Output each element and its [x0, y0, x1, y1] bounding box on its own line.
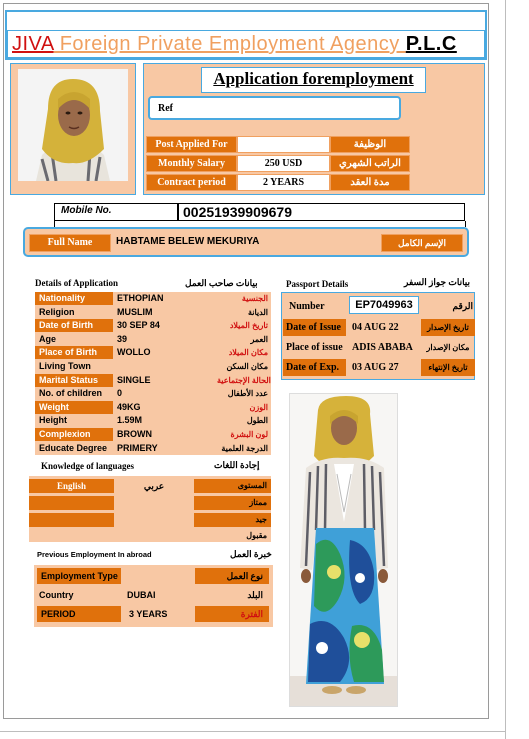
country-value: DUBAI	[127, 590, 156, 600]
detail-value: BROWN	[113, 428, 217, 441]
passport-heading: Passport Details	[286, 279, 349, 289]
detail-label: Date of Birth	[35, 319, 113, 332]
period-label: PERIOD	[37, 606, 121, 622]
post-applied-arabic: الوظيفة	[330, 136, 410, 153]
detail-label: No. of children	[39, 388, 102, 399]
passport-number-label: Number	[289, 301, 325, 312]
employment-type-value	[125, 568, 195, 584]
country-label: Country	[39, 590, 74, 600]
lang-level-label: المستوى	[194, 479, 271, 493]
detail-arabic: الجنسية	[241, 294, 268, 303]
full-body-image	[290, 394, 398, 707]
page-edge	[505, 0, 506, 739]
detail-value: PRIMERY	[117, 442, 158, 453]
details-heading-arabic: بيانات صاحب العمل	[185, 278, 258, 288]
languages-heading: Knowledge of languages	[41, 461, 135, 471]
detail-arabic: مكان السكن	[226, 362, 268, 371]
table-row	[35, 387, 271, 400]
employment-heading-arabic: خبرة العمل	[230, 549, 272, 559]
detail-label: Age	[39, 333, 57, 344]
detail-arabic: مكان الميلاد	[228, 348, 268, 358]
lang-level-acceptable: مقبول	[246, 531, 267, 540]
contract-period-value: 2 YEARS	[237, 174, 330, 191]
detail-arabic: الحالة الإجتماعية	[217, 375, 271, 385]
full-name-arabic: الإسم الكامل	[381, 234, 463, 252]
detail-label: Living Town	[39, 361, 91, 371]
details-heading: Details of Application	[35, 278, 119, 288]
place-of-issue-value: ADIS ABABA	[352, 342, 413, 353]
detail-label: Educate Degree	[39, 442, 108, 453]
agency-title	[7, 30, 485, 58]
detail-value: WOLLO	[113, 346, 217, 359]
place-of-issue-arabic: مكان الإصدار	[426, 343, 470, 352]
languages-heading-arabic: إجادة اللغات	[214, 460, 260, 470]
table-row	[35, 306, 271, 319]
table-row	[35, 428, 271, 441]
detail-label: Religion	[39, 306, 75, 317]
employment-type-label: Employment Type	[37, 568, 121, 584]
mobile-value: 00251939909679	[178, 203, 465, 221]
lang-level-good: جيد	[194, 513, 271, 527]
detail-arabic: عدد الأطفال	[227, 389, 268, 399]
date-of-issue-value: 04 AUG 22	[352, 322, 399, 333]
place-of-issue-label: Place of issue	[286, 342, 343, 353]
table-row	[35, 319, 271, 332]
agency-jiva: JIVA	[12, 33, 54, 55]
country-arabic: البلد	[247, 590, 263, 600]
page-edge	[0, 731, 505, 732]
lang-arabic-label: عربي	[114, 479, 194, 493]
detail-value: MUSLIM	[117, 306, 153, 317]
detail-value: SINGLE	[113, 374, 217, 387]
mobile-label: Mobile No.	[54, 203, 178, 221]
full-body-photo	[289, 393, 398, 707]
lang-good-cell	[29, 513, 114, 527]
monthly-salary-label: Monthly Salary	[146, 155, 237, 172]
detail-arabic: الديانة	[247, 307, 268, 317]
passport-heading-arabic: بيانات جواز السفر	[404, 277, 471, 287]
detail-value: 39	[117, 333, 128, 344]
contract-period-arabic: مدة العقد	[330, 174, 410, 191]
detail-arabic: الطول	[246, 416, 268, 426]
detail-value: 30 SEP 84	[113, 319, 217, 332]
table-row	[35, 442, 271, 455]
detail-value: 49KG	[113, 401, 217, 414]
agency-name: Foreign Private Employment Agency	[53, 33, 406, 55]
lang-excellent-cell	[29, 496, 114, 510]
detail-arabic: الوزن	[249, 402, 268, 412]
detail-label: Weight	[35, 401, 113, 414]
divider	[465, 221, 466, 227]
detail-label: Height	[39, 415, 67, 426]
monthly-salary-value: 250 USD	[237, 155, 330, 172]
employment-type-arabic: نوع العمل	[195, 568, 269, 584]
passport-number-arabic: الرقم	[452, 301, 473, 311]
lang-english-label: English	[29, 479, 114, 493]
lang-level-excellent: ممتاز	[194, 496, 271, 510]
date-of-exp-label: Date of Exp.	[283, 359, 346, 376]
detail-value	[113, 360, 217, 373]
detail-label: Nationality	[35, 292, 113, 305]
detail-arabic: الدرجة العلمية	[221, 443, 268, 453]
table-row	[35, 292, 271, 305]
date-of-exp-value: 03 AUG 27	[352, 362, 399, 373]
detail-arabic: تاريخ الميلاد	[229, 321, 268, 331]
contract-period-label: Contract period	[146, 174, 237, 191]
passport-number-value: EP7049963	[349, 296, 419, 314]
detail-value: ETHOPIAN	[113, 292, 217, 305]
ref-field	[148, 96, 401, 120]
table-row	[35, 374, 271, 387]
date-of-issue-label: Date of Issue	[283, 319, 346, 336]
detail-arabic: العمر	[250, 334, 268, 344]
period-value: 3 YEARS	[129, 609, 168, 619]
date-of-exp-arabic: تاريخ الإنتهاء	[421, 359, 475, 376]
period-arabic: الفترة	[195, 606, 269, 622]
portrait-image	[18, 69, 128, 181]
monthly-salary-arabic: الراتب الشهري	[330, 155, 410, 172]
date-of-issue-arabic: تاريخ الإصدار	[421, 319, 475, 336]
full-name-value: HABTAME BELEW MEKURIYA	[116, 236, 260, 247]
table-row	[35, 346, 271, 359]
detail-value: 0	[117, 388, 123, 399]
detail-value: 1.59M	[117, 415, 143, 426]
detail-label: Place of Birth	[35, 346, 113, 359]
employment-heading: Previous Employment In abroad	[37, 550, 152, 559]
post-applied-label: Post Applied For	[146, 136, 237, 153]
detail-label: Marital Status	[35, 374, 113, 387]
application-title: Application foremployment	[213, 69, 414, 88]
table-row	[35, 401, 271, 414]
detail-arabic: لون البشرة	[230, 430, 268, 439]
agency-plc: P.L.C	[405, 33, 457, 55]
post-applied-value	[237, 136, 330, 153]
table-row	[35, 360, 271, 373]
ref-label: Ref	[158, 103, 173, 114]
table-row	[35, 333, 271, 346]
details-table	[35, 292, 271, 455]
table-row	[35, 414, 271, 427]
full-name-label: Full Name	[29, 234, 111, 252]
detail-label: Complexion	[35, 428, 113, 441]
portrait-photo	[18, 69, 128, 181]
